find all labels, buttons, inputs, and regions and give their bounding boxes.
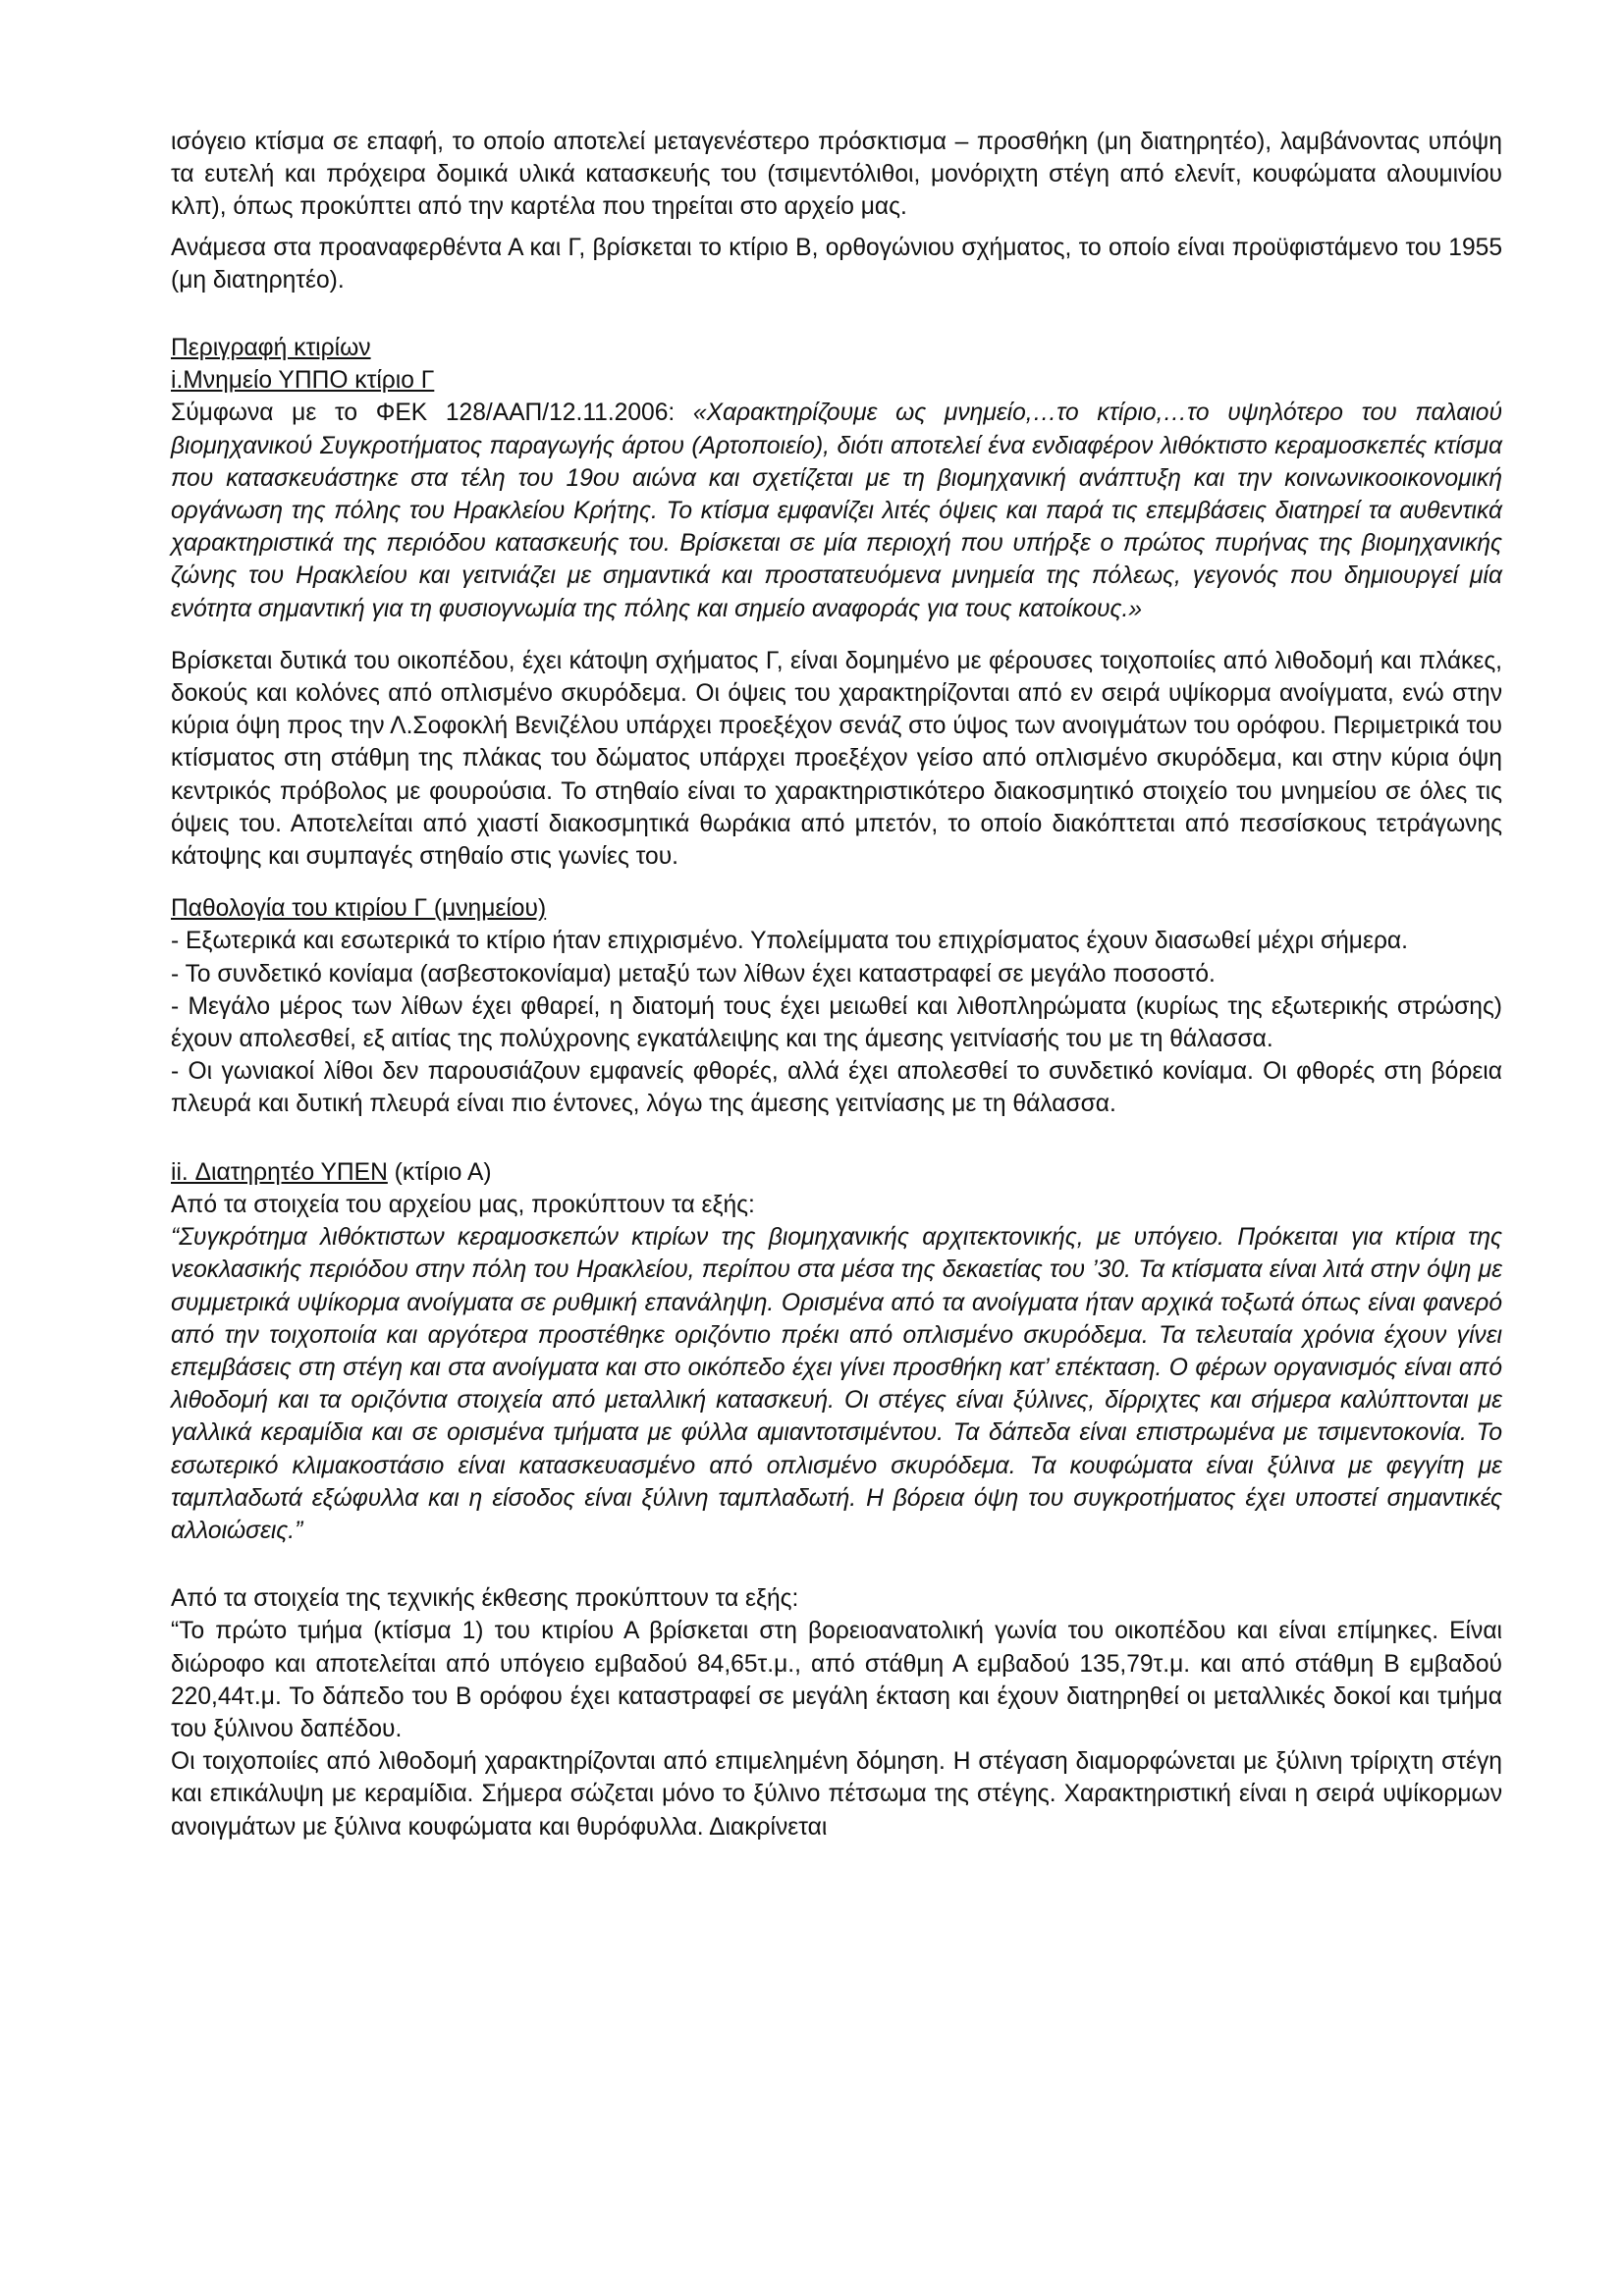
- bullet-item: - Εξωτερικά και εσωτερικά το κτίριο ήταν επιχρισμένο. Υπολείμματα του επιχρίσματος έχουν διασωθεί μέχρι σήμερα.: [171, 928, 1408, 955]
- paragraph-fek-quote: [171, 397, 1502, 624]
- paragraph-annex: ισόγειο κτίσμα σε επαφή, το οποίο αποτελεί μεταγενέστερο πρόσκτισμα – προσθήκη (μη διατηρητέο), λαμβάνοντας υπόψη τα ευτελή και πρόχειρα δομικά υλικά κατασκευής του (τσιμεντόλιθοι, μονόριχτη στέγη από ελενίτ, κουφώματα αλουμινίου κλπ), όπως προκύπτει από την καρτέλα που τηρείται στο αρχείο μας.: [171, 129, 1502, 221]
- heading-listed-ypen: [171, 1156, 1502, 1189]
- heading-listed-ypen-title: ii. Διατηρητέο ΥΠΕΝ: [171, 1158, 388, 1186]
- bullet-item: - Το συνδετικό κονίαμα (ασβεστοκονίαμα) μεταξύ των λίθων έχει καταστραφεί σε μεγάλο ποσοστό.: [171, 960, 1216, 988]
- technical-report-paragraph: “Το πρώτο τμήμα (κτίσμα 1) του κτιρίου Α βρίσκεται στη βορειοανατολική γωνία του οικοπέδου και είναι επίμηκες. Είναι διώροφο και αποτελείται από υπόγειο εμβαδού 84,65τ.μ., από στάθμη Α εμβαδού 135,79τ.μ. και από στάθμη Β εμβαδού 220,44τ.μ. Το δάπεδο του Β ορόφου έχει καταστραφεί σε μεγάλη έκταση και έχουν διατηρηθεί οι μεταλλικές δοκοί και τμήμα του ξύλινου δαπέδου.: [171, 1618, 1502, 1742]
- document-page: [171, 126, 1502, 1843]
- fek-reference: Σύμφωνα με το ΦΕΚ 128/ΑΑΠ/12.11.2006:: [171, 400, 693, 427]
- bullet-item: - Οι γωνιακοί λίθοι δεν παρουσιάζουν εμφανείς φθορές, αλλά έχει απολεσθεί το συνδετικό κονίαμα. Οι φθορές στη βόρεια πλευρά και δυτική πλευρά είναι πιο έντονες, λόγω της άμεσης γειτνίασης με τη θάλασσα.: [171, 1058, 1502, 1118]
- heading-pathology: Παθολογία του κτιρίου Γ (μνημείου): [171, 895, 547, 923]
- technical-report-paragraph: Οι τοιχοποιίες από λιθοδομή χαρακτηρίζονται από επιμελημένη δόμηση. Η στέγαση διαμορφώνεται με ξύλινη τρίριχτη στέγη και επικάλυψη με κεραμίδια. Σήμερα σώζεται μόνο το ξύλινο πέτσωμα της στέγης. Χαρακτηριστική είναι η σειρά υψίκορμων ανοιγμάτων με ξύλινα κουφώματα και θυρόφυλλα. Διακρίνεται: [171, 1748, 1502, 1841]
- paragraph-building-gamma: Βρίσκεται δυτικά του οικοπέδου, έχει κάτοψη σχήματος Γ, είναι δομημένο με φέρουσες τοιχοποιίες από λιθοδομή και πλάκες, δοκούς και κολόνες από οπλισμένο σκυρόδεμα. Οι όψεις του χαρακτηρίζονται από εν σειρά υψίκορμα ανοίγματα, ενώ στην κύρια όψη προς την Λ.Σοφοκλή Βενιζέλου υπάρχει προεξέχον σενάζ στο ύψος των ανοιγμάτων του ορόφου. Περιμετρικά του κτίσματος στη στάθμη της πλάκας του δώματος υπάρχει προεξέχον γείσο από οπλισμένο σκυρόδεμα, και στην κύρια όψη κεντρικός πρόβολος με φουρούσια. Το στηθαίο είναι το χαρακτηριστικότερο διακοσμητικό στοιχείο του μνημείου σε όλες τις όψεις του. Αποτελείται από χιαστί διακοσμητικά θωράκια από μπετόν, το οποίο διακόπτεται από πεσσίσκους τετράγωνης κάτοψης και συμπαγές στηθαίο στις γωνίες του.: [171, 647, 1502, 871]
- paragraph-building-b: Ανάμεσα στα προαναφερθέντα Α και Γ, βρίσκεται το κτίριο Β, ορθογώνιου σχήματος, το οποίο είναι προϋφιστάμενο του 1955 (μη διατηρητέο).: [171, 234, 1502, 294]
- bullet-item: - Μεγάλο μέρος των λίθων έχει φθαρεί, η διατομή τους έχει μειωθεί και λιθοπληρώματα (κυρίως της εξωτερικής στρώσης) έχουν απολεσθεί, εξ αιτίας της πολύχρονης εγκατάλειψης και της άμεσης γειτνίασής του με τη θάλασσα.: [171, 992, 1502, 1053]
- archive-intro: Από τα στοιχεία του αρχείου μας, προκύπτουν τα εξής:: [171, 1191, 755, 1218]
- heading-buildings-description: Περιγραφή κτιρίων: [171, 335, 371, 362]
- technical-report-intro: Από τα στοιχεία της τεχνικής έκθεσης προκύπτουν τα εξής:: [171, 1585, 799, 1613]
- heading-monument-gamma: i.Μνημείο ΥΠΠΟ κτίριο Γ: [171, 367, 435, 395]
- heading-listed-ypen-suffix: (κτίριο Α): [387, 1158, 492, 1186]
- archive-quote: “Συγκρότημα λιθόκτιστων κεραμοσκεπών κτιρίων της βιομηχανικής αρχιτεκτονικής, με υπόγειο. Πρόκειται για κτίρια της νεοκλασικής περιόδου στην πόλη του Ηρακλείου, περίπου στα μέσα της δεκαετίας του ’30. Τα κτίσματα είναι λιτά στην όψη με συμμετρικά υψίκορμα ανοίγματα σε ρυθμική επανάληψη. Ορισμένα από τα ανοίγματα ήταν αρχικά τοξωτά όπως είναι φανερό από την τοιχοποιία και αργότερα προστέθηκε οριζόντιο πρέκι από οπλισμένο σκυρόδεμα. Τα τελευταία χρόνια έχουν γίνει επεμβάσεις στη στέγη και στα ανοίγματα και στο οικόπεδο έχει γίνει προσθήκη κατ’ επέκταση. Ο φέρων οργανισμός είναι από λιθοδομή και τα οριζόντια στοιχεία από μεταλλική κατασκευή. Οι στέγες είναι ξύλινες, δίρριχτες και σήμερα καλύπτονται με γαλλικά κεραμίδια και σε ορισμένα τμήματα με φύλλα αμιαντοτσιμέντου. Τα δάπεδα είναι επιστρωμένα με τσιμεντοκονία. Το εσωτερικό κλιμακοστάσιο είναι κατασκευασμένο από οπλισμένο σκυρόδεμα. Τα κουφώματα είναι ξύλινα με φεγγίτη με ταμπλαδωτά εξώφυλλα και η είσοδος είναι ξύλινη ταμπλαδωτή. Η βόρεια όψη του συγκροτήματος έχει υποστεί σημαντικές αλλοιώσεις.”: [171, 1224, 1502, 1544]
- fek-quote-text: «Χαρακτηρίζουμε ως μνημείο,…το κτίριο,…το υψηλότερο του παλαιού βιομηχανικού Συγκροτήματος παραγωγής άρτου (Αρτοποιείο), διότι αποτελεί ένα ενδιαφέρον λιθόκτιστο κεραμοσκεπές κτίσμα που κατασκευάστηκε στα τέλη του 19ου αιώνα και σχετίζεται με τη βιομηχανική ανάπτυξη και την κοινωνικοοικονομική οργάνωση της πόλης του Ηρακλείου Κρήτης. Το κτίσμα εμφανίζει λιτές όψεις και παρά τις επεμβάσεις διατηρεί τα αυθεντικά χαρακτηριστικά της περιόδου κατασκευής του. Βρίσκεται σε μία περιοχή που υπήρξε ο πρώτος πυρήνας της βιομηχανικής ζώνης του Ηρακλείου και γειτνιάζει με σημαντικά και προστατευόμενα μνημεία της πόλεως, γεγονός που δημιουργεί μία ενότητα σημαντική για τη φυσιογνωμία της πόλης και σημείο αναφοράς για τους κατοίκους.»: [171, 400, 1502, 622]
